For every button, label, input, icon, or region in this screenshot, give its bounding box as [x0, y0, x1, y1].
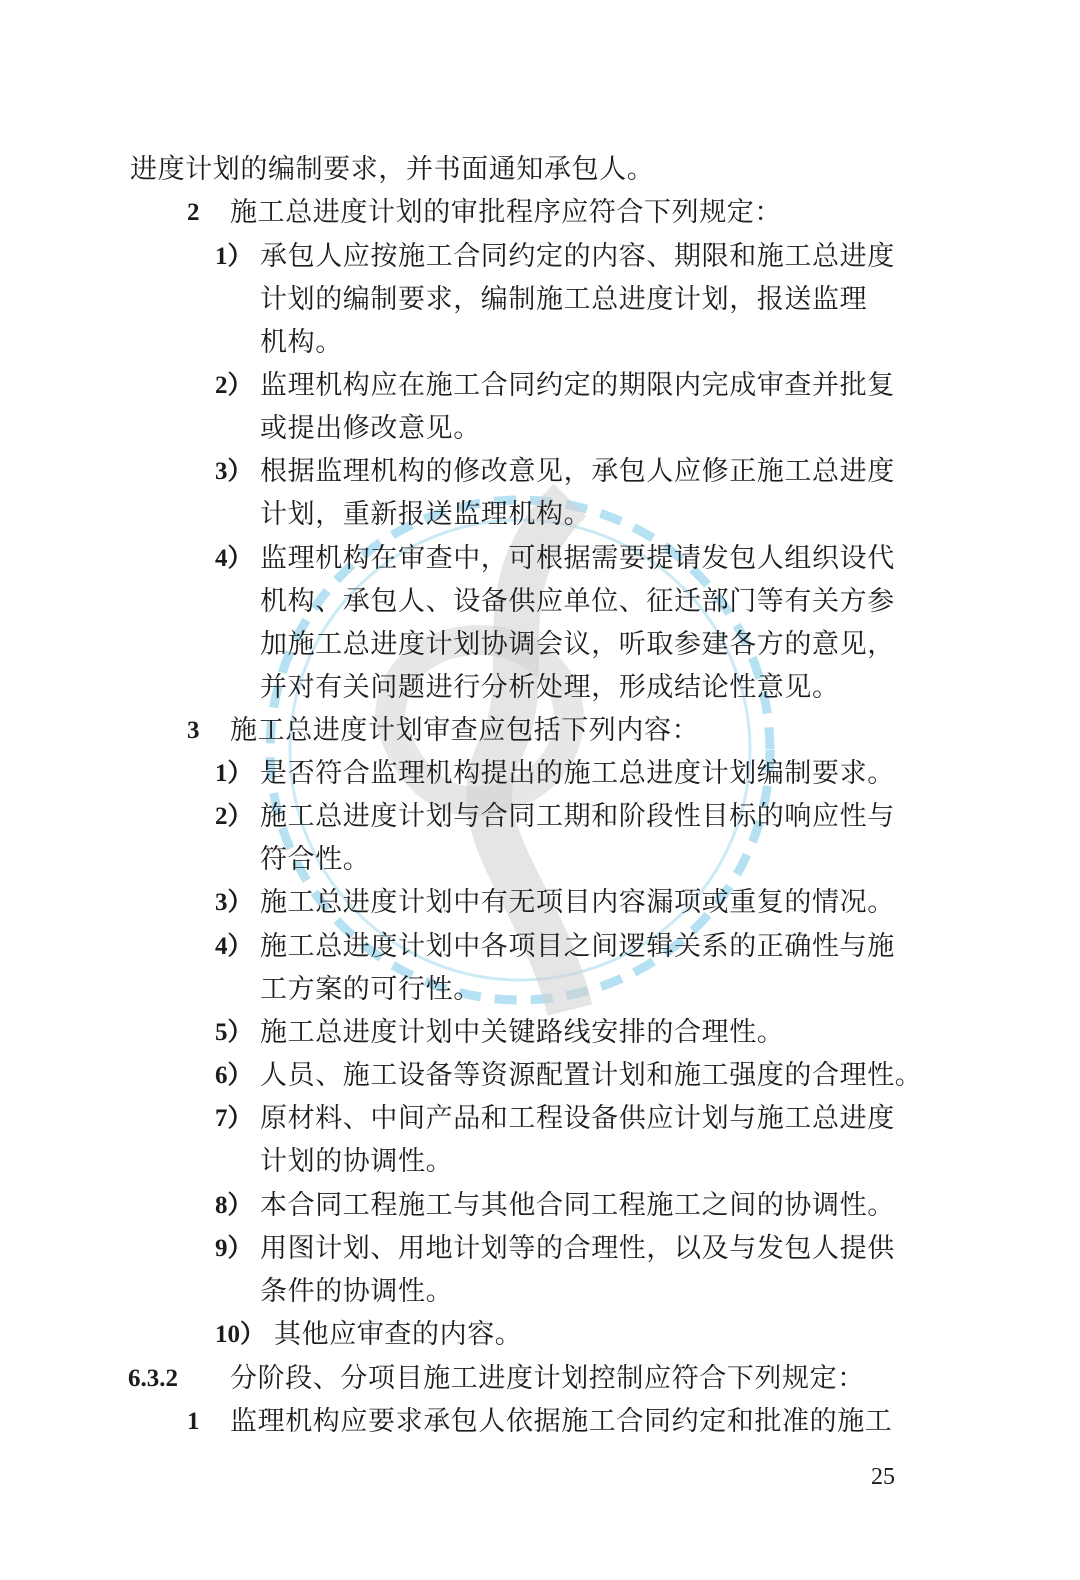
item-number: 4）	[215, 933, 253, 960]
paragraph-line-24: 本合同工程施工与其他合同工程施工之间的协调性。	[260, 1190, 895, 1221]
item-number: 6）	[215, 1062, 253, 1089]
paragraph-line-21: 人员、施工设备等资源配置计划和施工强度的合理性。	[260, 1060, 923, 1091]
paragraph-line-28: 分阶段、分项目施工进度计划控制应符合下列规定：	[230, 1363, 865, 1394]
paragraph-line-3: 计划的编制要求，编制施工总进度计划，报送监理	[260, 284, 868, 315]
item-number: 1）	[215, 243, 253, 270]
item-number: 1）	[215, 760, 253, 787]
paragraph-line-8: 计划，重新报送监理机构。	[260, 499, 592, 530]
paragraph-line-19: 工方案的可行性。	[260, 974, 481, 1005]
item-number: 2）	[215, 372, 253, 399]
paragraph-line-23: 计划的协调性。	[260, 1146, 454, 1177]
item-number: 9）	[215, 1235, 253, 1262]
paragraph-line-25: 用图计划、用地计划等的合理性，以及与发包人提供	[260, 1233, 895, 1264]
paragraph-line-7: 根据监理机构的修改意见，承包人应修正施工总进度	[260, 456, 895, 487]
page-number: 25	[871, 1464, 895, 1490]
paragraph-line-17: 施工总进度计划中有无项目内容漏项或重复的情况。	[260, 887, 895, 918]
item-number: 5）	[215, 1019, 253, 1046]
paragraph-line-4: 机构。	[260, 327, 343, 358]
item-number: 2）	[215, 803, 253, 830]
paragraph-line-16: 符合性。	[260, 844, 371, 875]
paragraph-line-15: 施工总进度计划与合同工期和阶段性目标的响应性与	[260, 801, 895, 832]
paragraph-line-12: 并对有关问题进行分析处理，形成结论性意见。	[260, 672, 840, 703]
clause-number: 2	[187, 199, 200, 226]
paragraph-line-5: 监理机构应在施工合同约定的期限内完成审查并批复	[260, 370, 895, 401]
clause-number: 1	[187, 1408, 200, 1435]
item-number: 10）	[215, 1321, 266, 1348]
paragraph-line-10: 机构、承包人、设备供应单位、征迁部门等有关方参	[260, 586, 895, 617]
paragraph-line-13: 施工总进度计划审查应包括下列内容：	[230, 715, 700, 746]
paragraph-line-26: 条件的协调性。	[260, 1276, 454, 1307]
paragraph-line-27: 其他应审查的内容。	[274, 1319, 523, 1350]
paragraph-line-2: 承包人应按施工合同约定的内容、期限和施工总进度	[260, 241, 895, 272]
item-number: 3）	[215, 889, 253, 916]
paragraph-line-11: 加施工总进度计划协调会议，听取参建各方的意见，	[260, 629, 895, 660]
paragraph-line-22: 原材料、中间产品和工程设备供应计划与施工总进度	[260, 1103, 895, 1134]
paragraph-line-14: 是否符合监理机构提出的施工总进度计划编制要求。	[260, 758, 895, 789]
paragraph-line-29: 监理机构应要求承包人依据施工合同约定和批准的施工	[230, 1406, 893, 1437]
item-number: 3）	[215, 458, 253, 485]
paragraph-line-0: 进度计划的编制要求，并书面通知承包人。	[130, 154, 655, 185]
item-number: 4）	[215, 545, 253, 572]
paragraph-line-18: 施工总进度计划中各项目之间逻辑关系的正确性与施	[260, 931, 895, 962]
paragraph-line-1: 施工总进度计划的审批程序应符合下列规定：	[230, 197, 782, 228]
section-number: 6.3.2	[128, 1365, 178, 1392]
item-number: 8）	[215, 1192, 253, 1219]
clause-number: 3	[187, 717, 200, 744]
paragraph-line-9: 监理机构在审查中，可根据需要提请发包人组织设代	[260, 543, 895, 574]
item-number: 7）	[215, 1105, 253, 1132]
paragraph-line-6: 或提出修改意见。	[260, 413, 481, 444]
paragraph-line-20: 施工总进度计划中关键路线安排的合理性。	[260, 1017, 785, 1048]
